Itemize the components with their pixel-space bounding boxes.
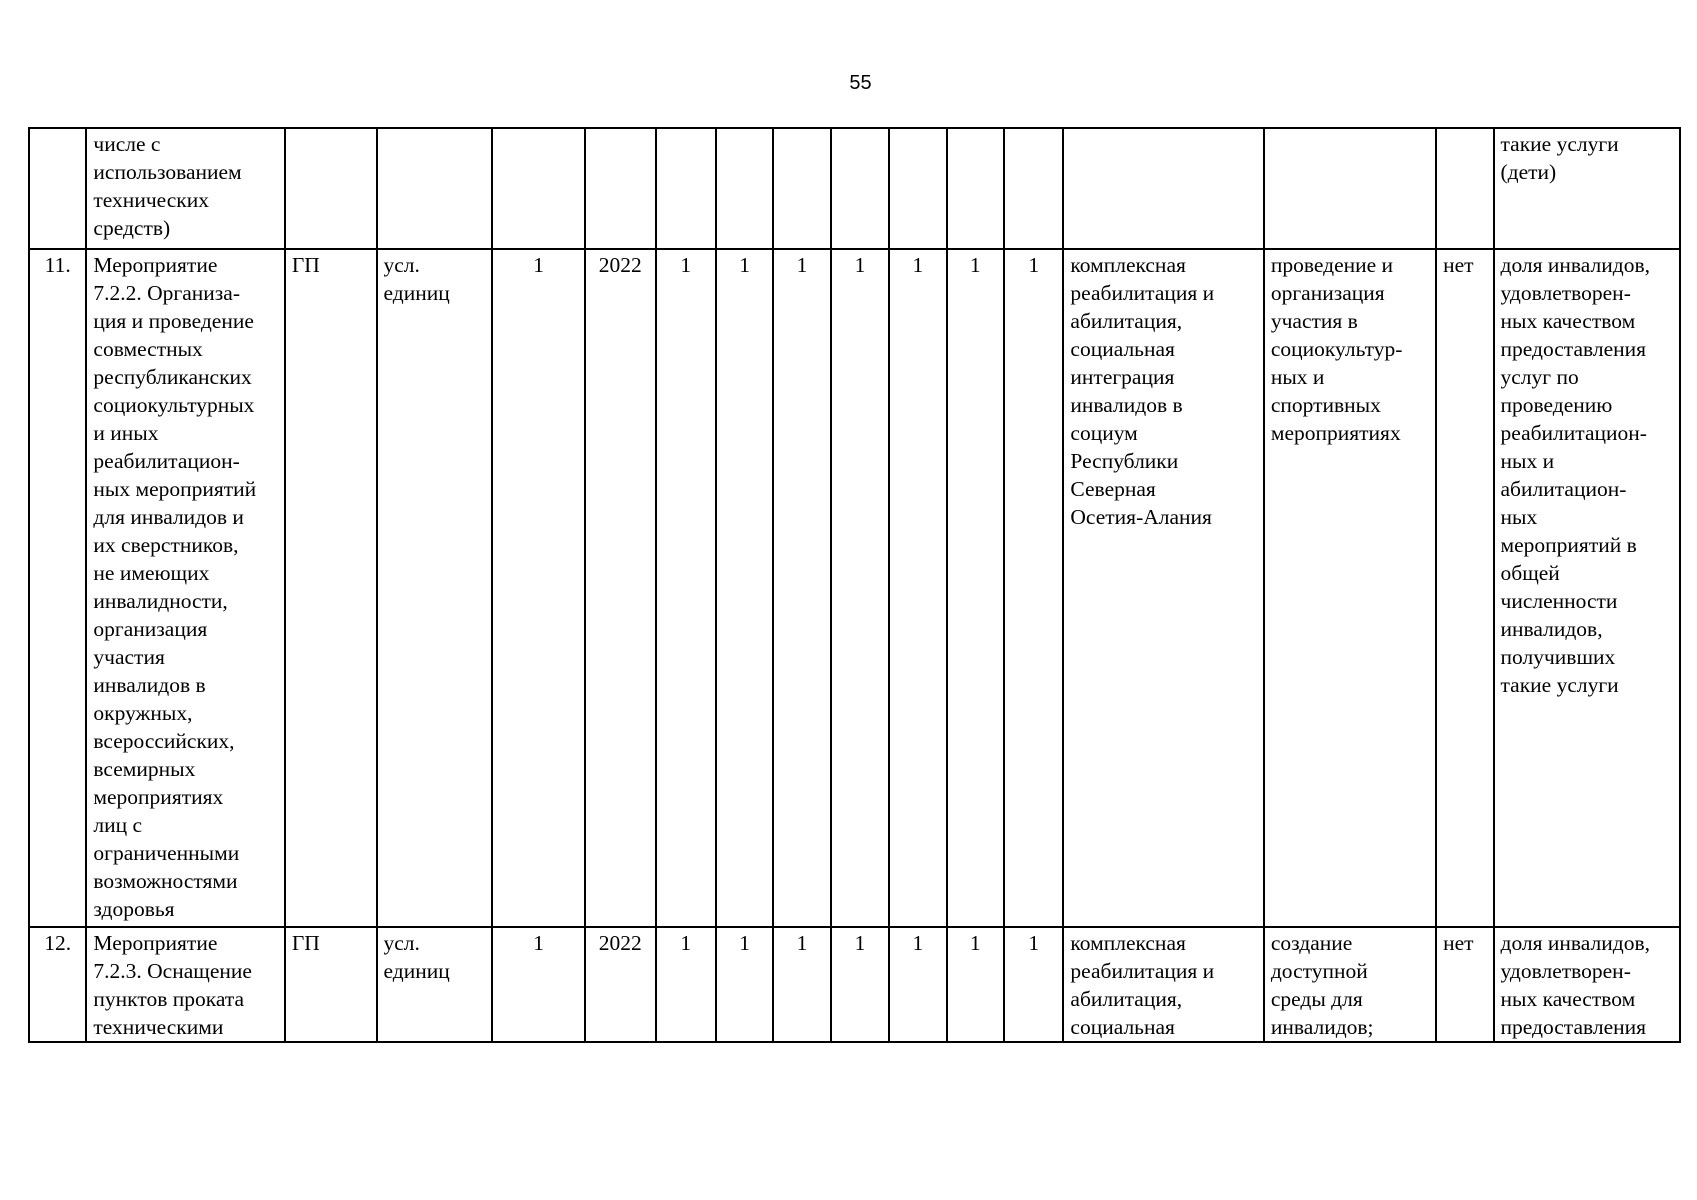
page-number: 55 [849,72,872,94]
event-cell: Мероприятие 7.2.3. Оснащение пунктов проката техническими [86,927,284,1042]
result-cell [1063,128,1263,249]
result-cell: комплексная реабилитация и абилитация, социальная интеграция инвалидов в социум Республики Северная Осетия-Алания [1063,249,1263,927]
value-cell: 1 [1004,249,1063,927]
executor-cell: ГП [285,249,377,927]
row-number: 11. [29,249,86,927]
direction-cell: проведение и организация участия в социокультур- ных и спортивных мероприятиях [1264,249,1436,927]
base-value-cell: 1 [492,927,585,1042]
unit-cell: усл. единиц [377,249,493,927]
flag-cell: нет [1436,249,1493,927]
value-cell [889,128,946,249]
value-cell [656,128,716,249]
value-cell [716,128,773,249]
executor-cell: ГП [285,927,377,1042]
direction-cell: создание доступной среды для инвалидов; [1264,927,1436,1042]
value-cell [1004,128,1063,249]
value-cell: 1 [947,249,1004,927]
table-row [29,927,1680,1042]
base-value-cell [492,128,585,249]
value-cell: 1 [773,249,830,927]
value-cell [773,128,830,249]
year-cell: 2022 [585,249,656,927]
indicator-cell: доля инвалидов, удовлетворен- ных качеством предоставления [1494,927,1680,1042]
flag-cell [1436,128,1493,249]
executor-cell [285,128,377,249]
row-number: 12. [29,927,86,1042]
year-cell [585,128,656,249]
base-value-cell: 1 [492,249,585,927]
value-cell: 1 [1004,927,1063,1042]
table-row [29,128,1680,249]
unit-cell [377,128,493,249]
flag-cell: нет [1436,927,1493,1042]
value-cell: 1 [947,927,1004,1042]
row-number [29,128,86,249]
value-cell: 1 [889,249,946,927]
value-cell [831,128,889,249]
value-cell: 1 [831,927,889,1042]
unit-cell: усл. единиц [377,927,493,1042]
value-cell: 1 [773,927,830,1042]
event-cell: Мероприятие 7.2.2. Организа- ция и проведение совместных республиканских социокультурных и иных реабилитацион- ных мероприятий для инвалидов и их сверстников, не имеющих инвалидности, организация участия инвалидов в окружных, всероссийских, всемирных мероприятиях лиц с ограниченными возможностями здоровья [86,249,284,927]
direction-cell [1264,128,1436,249]
value-cell: 1 [716,249,773,927]
table-row [29,249,1680,927]
event-cell: числе с использованием технических средств) [86,128,284,249]
indicator-cell: доля инвалидов, удовлетворен- ных качеством предоставления услуг по проведению реабилитацион- ных и абилитацион- ных мероприятий в общей численности инвалидов, получивших такие услуги [1494,249,1680,927]
value-cell: 1 [656,927,716,1042]
value-cell: 1 [889,927,946,1042]
year-cell: 2022 [585,927,656,1042]
value-cell: 1 [716,927,773,1042]
value-cell: 1 [831,249,889,927]
value-cell: 1 [656,249,716,927]
result-cell: комплексная реабилитация и абилитация, социальная [1063,927,1263,1042]
value-cell [947,128,1004,249]
measures-table [28,127,1681,1043]
indicator-cell: такие услуги (дети) [1494,128,1680,249]
